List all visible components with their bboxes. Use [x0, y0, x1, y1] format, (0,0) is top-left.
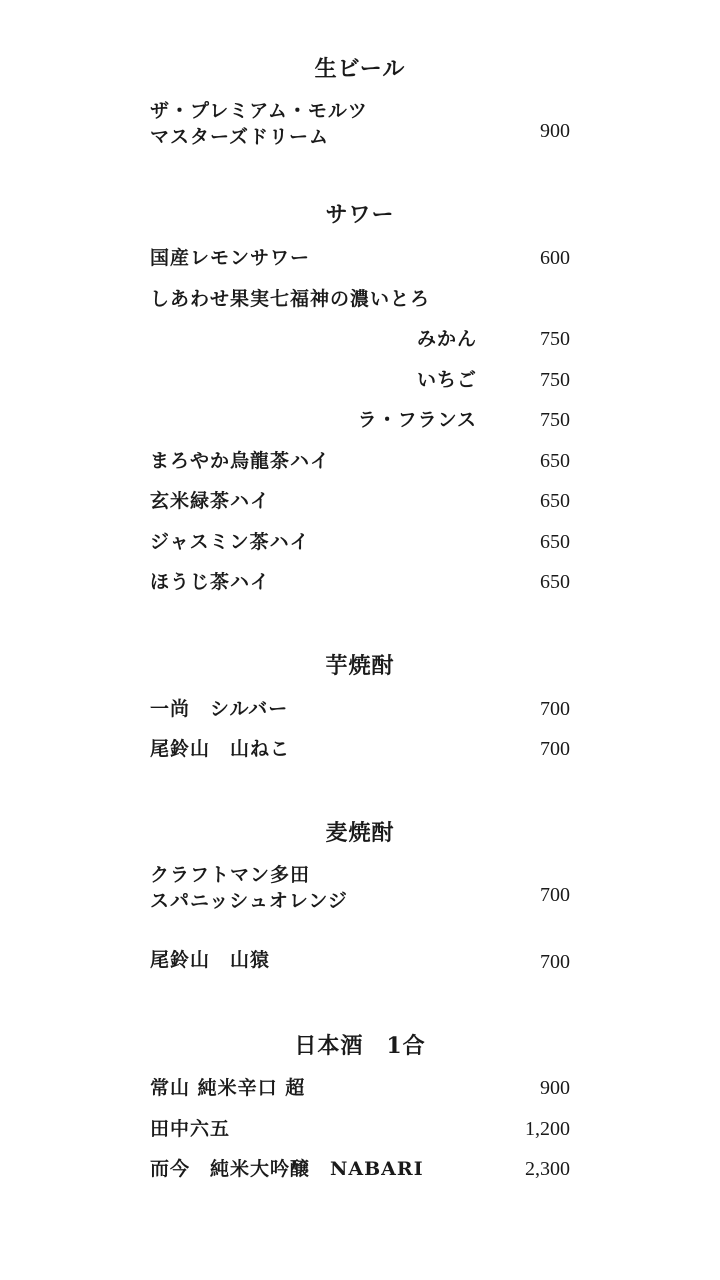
menu-item-name	[150, 98, 368, 150]
menu-item-price: 2,300	[525, 1158, 570, 1180]
menu-item-price: 700	[540, 698, 570, 720]
menu-item-price: 900	[540, 120, 570, 142]
section-title-sour: サワー	[325, 202, 395, 228]
menu-item-name: しあわせ果実七福神の濃いとろ	[150, 288, 431, 310]
menu-item-price: 650	[540, 490, 570, 512]
menu-item-price: 700	[540, 738, 570, 760]
menu-item-price: 750	[540, 328, 570, 350]
menu-item-price: 650	[540, 531, 570, 553]
menu-item-name: 田中六五	[150, 1118, 231, 1140]
menu-item-price: 650	[540, 450, 570, 472]
menu-item-name: 常山 純米辛口 超	[150, 1077, 306, 1099]
menu-item-price: 600	[540, 247, 570, 269]
menu-item-variant: いちご	[416, 369, 477, 391]
menu-item-name: 尾鈴山 山ねこ	[150, 738, 291, 760]
menu-item-name-line2: スパニッシュオレンジ	[150, 890, 348, 912]
menu-item-price: 700	[540, 951, 570, 973]
menu-item-price: 700	[540, 884, 570, 906]
menu-item-name: 尾鈴山 山猿	[150, 949, 271, 971]
menu-item-name: 一尚 シルバー	[150, 698, 289, 720]
menu-item-name-line1: クラフトマン多田	[150, 864, 311, 886]
menu-item-name: ジャスミン茶ハイ	[150, 531, 310, 553]
menu-item-price: 1,200	[525, 1118, 570, 1140]
menu-item-price: 750	[540, 409, 570, 431]
menu-item-variant: みかん	[416, 328, 477, 350]
menu-item-name-line2: マスターズドリーム	[150, 126, 330, 148]
menu-item-price: 650	[540, 571, 570, 593]
menu-item-price: 900	[540, 1077, 570, 1099]
menu-item-price: 750	[540, 369, 570, 391]
section-title-beer: 生ビール	[314, 56, 406, 82]
menu-item-name: 国産レモンサワー	[150, 247, 311, 269]
menu-item-name: まろやか烏龍茶ハイ	[150, 450, 331, 472]
menu-item-name: 而今 純米大吟醸 NABARI	[150, 1158, 424, 1180]
section-title-imo-shochu: 芋焼酎	[325, 653, 395, 679]
section-title-sake: 日本酒 1合	[294, 1033, 426, 1059]
menu-item-name: 玄米緑茶ハイ	[150, 490, 271, 512]
menu-item-name-line1: ザ・プレミアム・モルツ	[150, 100, 368, 122]
menu-item-variant: ラ・フランス	[357, 409, 477, 431]
menu-item-name	[150, 862, 348, 914]
section-title-mugi-shochu: 麦焼酎	[325, 820, 395, 846]
menu-item-name: ほうじ茶ハイ	[150, 571, 271, 593]
